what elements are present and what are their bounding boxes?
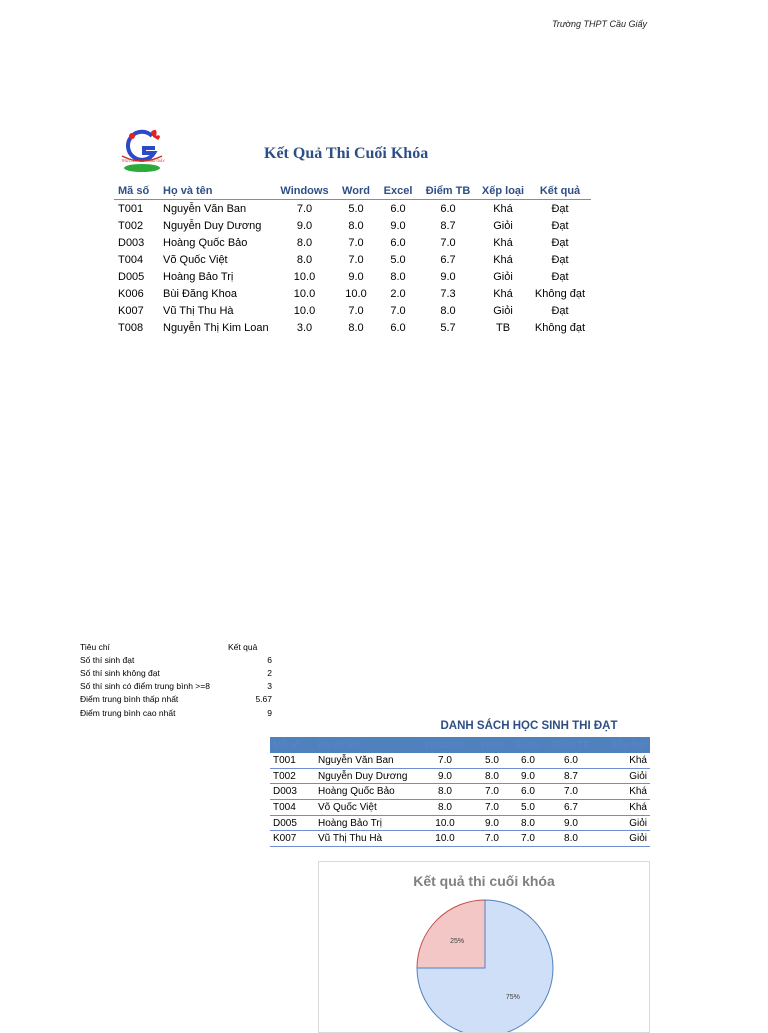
cell-average: 8.7 [546, 768, 596, 784]
cell-name: Hoàng Quốc Bảo [163, 236, 248, 249]
pie-slice-0 [417, 900, 485, 968]
cell-excel: 6.0 [510, 753, 546, 768]
cell-id: T004 [270, 800, 315, 816]
col-header-average: Điểm TB [419, 183, 477, 200]
cell-rank: Khá [493, 253, 513, 266]
cell-word: 7.0 [348, 253, 364, 266]
cell-name: Hoàng Quốc Bảo [315, 784, 416, 800]
cell-rank: Giỏi [596, 768, 650, 784]
cell-average: 8.0 [440, 304, 456, 317]
cell-word: 9.0 [348, 270, 364, 283]
cell-excel: 8.0 [390, 270, 406, 283]
school-header: Trường THPT Cầu Giấy [552, 19, 647, 29]
cell-excel: 6.0 [390, 321, 406, 334]
criteria-row [78, 666, 274, 679]
table-row [270, 784, 650, 800]
cell-windows: 7.0 [296, 202, 313, 215]
cell-id: D003 [118, 236, 145, 249]
cell-rank: Giỏi [493, 304, 513, 317]
table-row [114, 217, 591, 234]
criteria-value: 2 [267, 667, 272, 678]
cell-windows: 10.0 [293, 304, 316, 317]
cell-name: Vũ Thị Thu Hà [315, 831, 416, 847]
criteria-header-row [78, 640, 274, 653]
col-header-result: Kết quả [529, 183, 591, 200]
pie-chart-container[interactable] [318, 861, 650, 1033]
results-header-row [114, 183, 591, 200]
criteria-table [78, 640, 274, 719]
cell-rank: Khá [493, 236, 513, 249]
cell-word: 5.0 [348, 202, 364, 215]
col-header-windows: Windows [274, 183, 335, 200]
col-header-word: Word [335, 183, 377, 200]
table-row [114, 285, 591, 302]
cell-result: Không đạt [534, 287, 586, 300]
cell-average: 9.0 [440, 270, 456, 283]
criteria-value: 3 [267, 681, 272, 692]
table-row [114, 234, 591, 251]
cell-windows: 8.0 [296, 236, 313, 249]
cell-id: K007 [118, 304, 144, 317]
cell-id: T004 [118, 253, 144, 266]
cell-rank: Khá [596, 753, 650, 768]
cell-average: 8.0 [546, 831, 596, 847]
cell-windows: 10.0 [293, 287, 316, 300]
cell-name: Vũ Thị Thu Hà [163, 304, 234, 317]
cell-excel: 7.0 [390, 304, 406, 317]
criteria-row [78, 693, 274, 706]
cell-rank: Khá [596, 800, 650, 816]
cell-word: 8.0 [474, 768, 510, 784]
cell-word: 7.0 [348, 304, 364, 317]
cell-windows: 9.0 [296, 219, 313, 232]
table-row [114, 200, 591, 218]
cell-excel: 2.0 [390, 287, 406, 300]
pass-col-header-average: Điểm TB [546, 737, 596, 753]
cell-windows: 10.0 [416, 815, 474, 831]
cell-result: Đạt [551, 270, 569, 283]
page-title: Kết Quả Thi Cuối Khóa [264, 145, 429, 162]
table-row [114, 251, 591, 268]
cell-average: 9.0 [546, 815, 596, 831]
criteria-row [78, 706, 274, 719]
cell-name: Võ Quốc Việt [163, 253, 228, 266]
cell-rank: Giỏi [596, 815, 650, 831]
table-row [270, 815, 650, 831]
criteria-row [78, 653, 274, 666]
cell-windows: 8.0 [416, 800, 474, 816]
table-row [270, 768, 650, 784]
cell-result: Đạt [551, 236, 569, 249]
cell-result: Không đạt [534, 321, 586, 334]
cell-id: D005 [118, 270, 145, 283]
cell-excel: 5.0 [510, 800, 546, 816]
cell-average: 5.7 [440, 321, 456, 334]
cell-rank: Khá [596, 784, 650, 800]
cell-word: 8.0 [348, 219, 364, 232]
criteria-label: Điểm trung bình thấp nhất [80, 694, 179, 705]
pie-chart [319, 862, 649, 1032]
cell-result: Đạt [551, 304, 569, 317]
pass-col-header-rank: Xếp loại [596, 737, 650, 753]
cell-excel: 6.0 [390, 236, 406, 249]
cell-average: 7.3 [440, 287, 456, 300]
criteria-value: 9 [267, 707, 272, 718]
cell-id: T002 [270, 768, 315, 784]
table-row [114, 302, 591, 319]
cell-rank: TB [495, 321, 511, 334]
criteria-label: Điểm trung bình cao nhất [80, 707, 176, 718]
cell-excel: 6.0 [390, 202, 406, 215]
cell-rank: Giỏi [493, 270, 513, 283]
cell-id: T008 [118, 321, 144, 334]
cell-name: Nguyễn Văn Ban [315, 753, 416, 768]
cell-name: Nguyễn Văn Ban [163, 202, 247, 215]
cell-id: T001 [118, 202, 144, 215]
pass-col-header-windows: Windows [416, 737, 474, 753]
cell-excel: 5.0 [390, 253, 406, 266]
cell-word: 7.0 [474, 784, 510, 800]
criteria-header-label: Tiêu chí [80, 641, 110, 652]
table-row [114, 268, 591, 285]
table-row [270, 753, 650, 768]
col-header-rank: Xếp loại [477, 183, 529, 200]
cell-windows: 7.0 [416, 753, 474, 768]
cell-windows: 8.0 [296, 253, 313, 266]
cell-average: 6.0 [546, 753, 596, 768]
cell-word: 10.0 [345, 287, 367, 300]
cell-rank: Khá [493, 287, 513, 300]
cell-name: Nguyễn Duy Dương [163, 219, 262, 232]
cell-word: 7.0 [474, 800, 510, 816]
cell-windows: 3.0 [296, 321, 313, 334]
criteria-value: 5.67 [255, 694, 272, 705]
cell-windows: 10.0 [416, 831, 474, 847]
pass-list-title: DANH SÁCH HỌC SINH THI ĐẠT [440, 720, 618, 732]
pie-slice-label-1: 75% [505, 993, 520, 1001]
cell-word: 5.0 [474, 753, 510, 768]
pass-col-header-name: Họ và tên [315, 737, 416, 753]
cell-average: 7.0 [546, 784, 596, 800]
criteria-row [78, 680, 274, 693]
table-row [270, 800, 650, 816]
cell-average: 6.7 [546, 800, 596, 816]
criteria-label: Số thí sinh đạt [80, 654, 135, 665]
cell-word: 7.0 [474, 831, 510, 847]
cell-id: K006 [118, 287, 144, 300]
pie-slice-label-0: 25% [450, 938, 465, 946]
criteria-label: Số thí sinh có điểm trung bình >=8 [80, 681, 210, 692]
cell-average: 8.7 [440, 219, 456, 232]
cell-windows: 10.0 [293, 270, 316, 283]
cell-result: Đạt [551, 202, 569, 215]
pass-col-header-id: Mã số [270, 737, 315, 753]
cell-id: D003 [270, 784, 315, 800]
cell-name: Bùi Đăng Khoa [163, 287, 237, 300]
table-row [114, 319, 591, 336]
cell-average: 6.7 [440, 253, 456, 266]
logo-text: TRƯỜNG THPT CẦU GIẤY [121, 159, 165, 163]
cell-average: 6.0 [440, 202, 456, 215]
criteria-label: Số thí sinh không đạt [80, 667, 160, 678]
cell-name: Võ Quốc Việt [315, 800, 416, 816]
cell-name: Nguyễn Thị Kim Loan [163, 321, 269, 334]
cell-excel: 7.0 [510, 831, 546, 847]
cell-id: T002 [118, 219, 144, 232]
cell-word: 7.0 [348, 236, 364, 249]
col-header-id: Mã số [114, 183, 159, 200]
cell-excel: 9.0 [510, 768, 546, 784]
results-table [114, 183, 591, 336]
cell-windows: 9.0 [416, 768, 474, 784]
cell-rank: Giỏi [493, 219, 513, 232]
cell-word: 8.0 [348, 321, 364, 334]
chart-title: Kết quả thi cuối khóa [413, 873, 555, 889]
pass-col-header-excel: Excel [510, 737, 546, 753]
cell-excel: 9.0 [390, 219, 406, 232]
col-header-name: Họ và tên [159, 183, 274, 200]
cell-rank: Khá [493, 202, 513, 215]
school-logo [118, 126, 168, 174]
cell-result: Đạt [551, 253, 569, 266]
cell-excel: 8.0 [510, 815, 546, 831]
cell-word: 9.0 [474, 815, 510, 831]
cell-id: D005 [270, 815, 315, 831]
cell-rank: Giỏi [596, 831, 650, 847]
table-row [270, 831, 650, 847]
cell-result: Đạt [551, 219, 569, 232]
cell-excel: 6.0 [510, 784, 546, 800]
cell-windows: 8.0 [416, 784, 474, 800]
criteria-header-result: Kết quả [228, 641, 258, 652]
cell-id: T001 [270, 753, 315, 768]
cell-name: Hoàng Bảo Trị [315, 815, 416, 831]
cell-name: Nguyễn Duy Dương [315, 768, 416, 784]
pass-list-header-row [270, 737, 650, 753]
criteria-value: 6 [267, 654, 272, 665]
pass-list-table [270, 737, 650, 847]
col-header-excel: Excel [377, 183, 419, 200]
pass-col-header-word: Word [474, 737, 510, 753]
cell-name: Hoàng Bảo Trị [163, 270, 234, 283]
cell-id: K007 [270, 831, 315, 847]
cell-average: 7.0 [440, 236, 456, 249]
